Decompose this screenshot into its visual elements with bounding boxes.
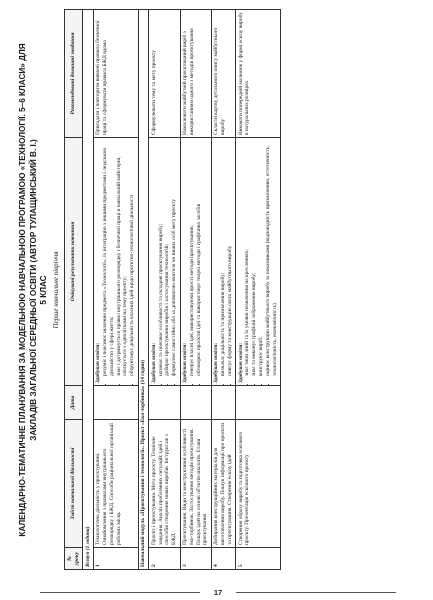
row-date (93, 386, 138, 420)
result-item: • визначає доцільність та призначення виробу; (220, 140, 227, 376)
result-item: • знає типи ліній та їх умовні позначення на кресленнях; (244, 140, 251, 376)
table-header-row (65, 10, 83, 570)
header-num: № уроку (65, 548, 83, 570)
row-topic: Проєктування. Види та конструктивні особливості еко-торбинок. Застосування методів проєктування. Пошук ідей на основі об'єктів-аналогів. Етапи проєктування (180, 420, 211, 548)
row-results (93, 138, 138, 386)
table-row (236, 10, 281, 570)
row-results (180, 138, 211, 386)
table-row (180, 10, 211, 570)
document-subtitle: Перше навчальне півріччя (52, 251, 60, 329)
results-head: Здобувач освіти: (213, 342, 220, 383)
row-homework: Намалювати майбутній проєктований виріб з використанням одного з методів проєктування (180, 10, 211, 138)
title-line-1: КАЛЕНДАРНО-ТЕМАТИЧНЕ ПЛАНУВАННЯ ЗА МОДЕЛЬНОЮ НАВЧАЛЬНОЮ ПРОГРАМОЮ «ТЕХНОЛОГІЇ. 5–6 КЛАСИ» ДЛЯ (18, 43, 27, 537)
table-row (93, 10, 138, 570)
section-intro: Вступ (1 година) (83, 10, 94, 570)
result-item: • добирає проєктування виробів і застосування технологій; (164, 140, 171, 376)
page-number: 17 (190, 588, 246, 597)
result-item: • конструює виріб; (258, 140, 265, 376)
section-row-module (138, 10, 149, 570)
table-row (211, 10, 235, 570)
rotated-content (18, 10, 398, 570)
results-head: Здобувач освіти: (182, 342, 189, 383)
result-item: • розуміє і пояснює значення предмета «Технології», їх інтеграцію з іншими предметами і людською діяльністю у сфері життя; (102, 140, 116, 376)
result-item: • описує форму та конструкцію свого майбутнього виробу (227, 140, 234, 376)
result-item: • знає та виконує графічні зображення виробу; (251, 140, 258, 376)
section-row-intro (83, 10, 94, 570)
header-date: Дата (65, 386, 83, 420)
results-head: Здобувач освіти: (237, 342, 244, 383)
title-line-3: 5 КЛАС (39, 275, 48, 305)
row-date (236, 386, 281, 420)
result-item: • генерує власні ідеї, використовуючи прості методи проєктування; (189, 140, 196, 376)
row-num: 5 (236, 548, 281, 570)
row-num: 3 (180, 548, 211, 570)
planning-table (64, 9, 281, 570)
row-homework: Скласти картку детального опису майбутнього виробу (211, 10, 235, 138)
row-topic: Добирання конструкційних матеріалів для виготовлення виробу. Пошук інформації про проєкти та проєктування. Створення ескізу ідей (211, 420, 235, 548)
row-date (149, 386, 180, 420)
result-item: • називає та пояснює особливості та складові проєктування виробу; (158, 140, 165, 376)
row-num: 2 (149, 548, 180, 570)
row-results (211, 138, 235, 386)
document-title (18, 10, 50, 570)
row-topic: Технологічна діяльність у проєктуванні. Ознайомлення з правилами внутрішнього розпорядку і БЖД. Способи раціональної організації робочих місць (93, 420, 138, 548)
row-num: 4 (211, 548, 235, 570)
row-num: 1 (93, 548, 138, 570)
results-head: Здобувач освіти: (150, 342, 157, 383)
row-date (211, 386, 235, 420)
row-date (180, 386, 211, 420)
table-row (149, 10, 180, 570)
row-topic: Проєкт і проєктування. Мета проєкту. Технічне завдання. Аналіз проблемних ситуацій; ідей і способів створення нових виробів. Інструктаж з БЖД (149, 420, 180, 548)
result-item: • оцінює конструкцію майбутнього виробу за показниками (відповідність призначенню, естетичність, технологічність, економічність) (265, 140, 279, 376)
title-line-2: ЗАКЛАДІВ ЗАГАЛЬНОЇ СЕРЕДНЬОЇ ОСВІТИ (АВТОР ТУЛАЩИНСЬКИЙ В. І.) (28, 139, 38, 441)
header-topic: Зміст навчальної діяльності (65, 420, 83, 548)
row-topic: Створення образу виробу та підготовка ескізного проєкту. Презентація ескізного проєкту (236, 420, 281, 548)
header-results: Очікувані результати навчання (65, 138, 83, 386)
row-homework: Пригадати і повторити вивчені правила безпечної праці та сформувати правила БЖД вдома (93, 10, 138, 138)
row-results (236, 138, 281, 386)
row-results (149, 138, 180, 386)
row-homework: Сформулювати тему та мету проєкту (149, 10, 180, 138)
section-module: Навчальний модуль «Проєктування і технології». Проєкт «Еко-торбинка» (14 годин) (138, 10, 149, 570)
result-item: • формулює самостійно або за допомогою вчителя чи інших осіб мету проєкту (171, 140, 178, 376)
header-homework: Рекомендовані домашні завдання (65, 10, 83, 138)
results-head: Здобувач освіти: (95, 342, 102, 383)
row-homework: Виконати попередній малюнок у формі ескізу виробу в натуральних розмірах (236, 10, 281, 138)
result-item: • обґрунтовує доцільність власних ідей щодо проєктно-технологічної діяльності (129, 140, 136, 376)
result-item: • знає і дотримується правил внутрішнього розпорядку і безпечної праці в навчальній майстерні, спілкується з однолітками на тему проєкту; (116, 140, 130, 376)
result-item: • обговорює проєктні ідеї та використовує творчі методи і графічних засобів (196, 140, 203, 376)
